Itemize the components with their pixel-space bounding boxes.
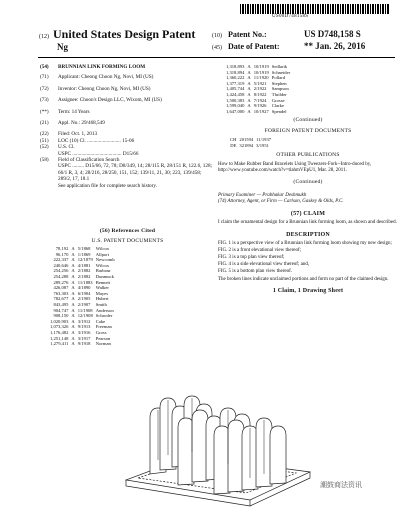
reference-cell: Spendel [271, 108, 287, 114]
reference-cell: 782,677 [53, 296, 69, 302]
field-code: (71) [40, 74, 49, 81]
reference-cell: 12/1908 [77, 313, 93, 319]
reference-cell: 1,318,894 [226, 69, 245, 75]
other-publications-text: How to Make Rubber Band Bracelets Using Tweezers-Fork--Intro-duced by, http://www.youtube.com/watch?v=tlahmVEpU1, Mar. 28, 2011. [218, 161, 372, 173]
classification-search-uspc: USPC ......... D15/66, 72, 78; D8/349, 14; 28/115 R, 28/151 R, 122.6, 128; 66/1 R, 3, 4; 28/216, 28/250, 151, 152; 139/11, 21, 30; 223, 139/458; 289/2, 17, 18.1 [58, 163, 213, 183]
reference-cell: Allport [95, 251, 110, 257]
reference-cell: 6/1904 [77, 290, 91, 296]
us-patent-docs-continued-table [226, 64, 293, 114]
term-field [40, 109, 215, 115]
references-title [40, 228, 215, 234]
reference-cell: 1/1869 [77, 251, 91, 257]
field-code: (58) [40, 157, 49, 164]
inventor-short-name: Ng [57, 42, 68, 52]
reference-cell: 2/1905 [77, 296, 91, 302]
field-text: Term: 14 Years [58, 108, 90, 115]
field-text: BRUNNIAN LINK FORMING LOOM [58, 64, 146, 70]
assignee-field [40, 97, 215, 103]
header-divider [38, 57, 395, 58]
reference-cell: 11/1920 [253, 75, 269, 81]
reference-cell: A [71, 318, 75, 324]
reference-cell: Clarke [271, 103, 285, 109]
reference-cell: Smith [95, 301, 107, 307]
reference-cell: 78,192 [55, 246, 69, 251]
reference-cell: Walker [95, 285, 109, 291]
reference-cell: 254,288 [53, 273, 69, 279]
reference-cell: 2/1882 [77, 273, 91, 279]
reference-cell: 321894 [239, 142, 254, 148]
continued-note-1: (Continued) [293, 117, 323, 124]
loom-illustration [126, 396, 310, 506]
reference-cell: 289,276 [53, 279, 69, 285]
patent-type-title: United States Design Patent [53, 27, 196, 41]
reference-cell: CH [230, 137, 237, 143]
description-line: The broken lines indicate unclaimed portions and form no part of the claimed design. [218, 276, 389, 282]
reference-cell: 201594 [239, 137, 254, 143]
reference-cell: Mayes [95, 290, 109, 296]
patent-number-label: Patent No.: [228, 30, 267, 39]
reference-cell: 2/1882 [77, 268, 91, 274]
reference-cell: 7/1924 [253, 97, 267, 103]
reference-cell: 1,424,458 [226, 91, 245, 97]
reference-row [230, 143, 274, 149]
claim-title [218, 211, 398, 217]
field-code: (56) [99, 228, 110, 234]
inventor-field [40, 86, 215, 92]
field-text: Appl. No.: 29/468,549 [58, 120, 105, 127]
reference-cell: 9/1913 [77, 324, 91, 330]
reference-row [226, 64, 293, 70]
reference-cell: A [71, 262, 75, 268]
reference-cell: A [71, 279, 75, 285]
patent-type-line [39, 27, 195, 42]
field-code: (21) [40, 120, 49, 127]
reference-cell: A [71, 251, 75, 257]
reference-cell: A [71, 285, 75, 291]
reference-cell: 3/1917 [77, 335, 91, 341]
reference-cell: A [71, 313, 75, 319]
reference-cell: 12/1879 [77, 257, 93, 263]
reference-cell: 4/1890 [77, 285, 91, 291]
reference-cell: 1,279,411 [50, 341, 69, 347]
description-line: FIG. 2 is a front elevational view thereof; [218, 247, 302, 253]
continued-note-2: (Continued) [293, 178, 323, 185]
us-patent-docs-table [50, 246, 118, 347]
field-code: (**) [40, 108, 49, 115]
search-history-note: See application file for complete search history. [58, 182, 157, 189]
reference-cell: 1,377,319 [226, 80, 245, 86]
reference-cell: Anderson [95, 307, 114, 313]
reference-cell: A [247, 108, 251, 114]
field-code: (52) [40, 144, 49, 151]
reference-cell: 904,747 [53, 307, 69, 313]
reference-cell: 3/1951 [256, 142, 269, 148]
reference-cell: A [71, 246, 75, 251]
reference-row [50, 285, 118, 291]
field-code: (73) [40, 97, 49, 104]
reference-cell: Hubert [95, 296, 109, 302]
reference-row [50, 257, 118, 263]
field-code: (12) [39, 34, 49, 40]
field-text: USPC ...................................... D15/66 [58, 150, 139, 157]
references-cited [40, 228, 215, 347]
reference-cell: 763,303 [53, 290, 69, 296]
reference-row [50, 341, 118, 347]
reference-cell: Pearson [95, 335, 111, 341]
reference-cell: Sedlarik [271, 64, 288, 69]
reference-cell: 3/1916 [77, 329, 91, 335]
reference-cell: Gross [95, 329, 107, 335]
reference-cell: A [71, 273, 75, 279]
reference-cell: 9/1918 [77, 341, 91, 347]
claim-title-text: CLAIM [303, 211, 326, 218]
reference-row [50, 313, 118, 319]
reference-cell: 5/1868 [77, 246, 91, 251]
barcode-number: US00D748158S [272, 14, 309, 19]
reference-cell: A [71, 341, 75, 347]
reference-cell: A [247, 86, 251, 92]
reference-cell: Freeman [95, 324, 112, 330]
reference-cell: A [71, 329, 75, 335]
reference-cell: 1,647,000 [226, 108, 245, 114]
reference-cell: A [247, 97, 251, 103]
reference-row [50, 274, 118, 280]
reference-cell: 4/1881 [77, 262, 91, 268]
patent-date-row [212, 41, 365, 53]
other-publications-title: OTHER PUBLICATIONS [276, 151, 340, 158]
reference-cell: A [247, 75, 251, 81]
reference-cell: DE [230, 142, 237, 148]
bibliographic-fields [40, 64, 215, 189]
description-line: FIG. 4 is a side elevational view thereof; and, [218, 262, 310, 268]
reference-row [226, 109, 293, 115]
reference-cell: 222,337 [53, 257, 69, 263]
reference-cell: 1,500,383 [226, 97, 245, 103]
reference-cell: A [247, 91, 251, 97]
reference-cell: A [71, 301, 75, 307]
reference-cell: A [71, 307, 75, 313]
foreign-docs-table [230, 137, 274, 148]
reference-cell: Schroder [95, 313, 113, 319]
field-text: U.S. Cl. [58, 144, 75, 151]
field-text: Assignee: Choon's Design LLC, Wixom, MI (US) [58, 97, 162, 104]
reference-cell: A [71, 268, 75, 274]
description-line: FIG. 1 is a perspective view of a Brunnian link forming loom showing my new design; [218, 240, 392, 246]
reference-cell: 96,170 [55, 251, 69, 257]
patent-header-left [39, 27, 195, 52]
references-title-text: References Cited [111, 228, 156, 234]
reference-cell: 843,495 [53, 301, 69, 307]
appl-no-field [40, 120, 215, 126]
attorney-agent: (74) Attorney, Agent, or Firm — Carlson, Gaskey & Olds, P.C. [218, 199, 344, 205]
reference-cell: 1,599,040 [226, 103, 245, 109]
patent-date-label: Date of Patent: [228, 42, 280, 51]
reference-cell: 10/1927 [253, 108, 269, 114]
field-code: (45) [212, 45, 222, 51]
reference-cell: Thrilder [271, 91, 287, 97]
right-column [218, 64, 398, 294]
field-code: (72) [40, 85, 49, 92]
field-text: Filed: Oct. 1, 2013 [58, 131, 98, 138]
reference-cell: Grosse [271, 97, 285, 103]
reference-cell: Norman [95, 341, 111, 347]
field-code: (10) [212, 33, 222, 39]
title-field [40, 64, 215, 70]
reference-cell: A [71, 324, 75, 330]
reference-cell: 5/1921 [253, 80, 267, 86]
reference-cell: 10/1919 [253, 69, 269, 75]
reference-cell: 9/1926 [253, 103, 267, 109]
reference-cell: 2/1922 [253, 86, 267, 92]
description-line: FIG. 5 is a bottom plan view thereof. [218, 269, 293, 275]
reference-cell: 1,073,326 [50, 324, 69, 330]
primary-examiner: Primary Examiner — Prabhakar Deshmukh [218, 192, 307, 198]
reference-cell: A [247, 69, 251, 75]
claim-text: I claim the ornamental design for a Brunnian link forming loom, as shown and described. [218, 220, 397, 226]
reference-row [50, 246, 118, 252]
reference-cell: 1,405,744 [226, 86, 245, 92]
reference-cell: 240,646 [53, 262, 69, 268]
reference-cell: 1,176,482 [50, 329, 69, 335]
field-code: (57) [290, 211, 302, 218]
reference-cell: A [247, 64, 251, 69]
reference-cell: Barbour [95, 268, 111, 274]
loom-drawing [120, 360, 320, 510]
description-title: DESCRIPTION [286, 231, 330, 238]
reference-cell: 426,087 [53, 285, 69, 291]
reference-cell: Bennett [95, 279, 111, 285]
foreign-docs-title: FOREIGN PATENT DOCUMENTS [264, 128, 352, 135]
patent-number-value: US D748,158 S [304, 29, 361, 39]
patent-date-value: ** Jan. 26, 2016 [304, 41, 366, 51]
reference-cell: 1,251,148 [50, 335, 69, 341]
reference-cell: 1,318,893 [226, 64, 245, 69]
reference-cell: A [247, 80, 251, 86]
field-code: (22) [40, 131, 49, 138]
reference-row [226, 75, 293, 81]
reference-row [226, 92, 293, 98]
reference-cell: 254,256 [53, 268, 69, 274]
field-code: (51) [40, 137, 49, 144]
reference-cell: 3/1912 [77, 318, 91, 324]
field-text: LOC (10) Cl. .......................... 15-06 [58, 137, 135, 144]
reference-cell: Schneider [271, 69, 291, 75]
applicant-field [40, 74, 215, 80]
reference-cell: Cake [95, 318, 106, 324]
field-text: Inventor: Cheong Choon Ng, Novi, MI (US) [58, 85, 151, 92]
patent-number-row [212, 29, 365, 41]
reference-cell: 908,150 [53, 313, 69, 319]
reference-cell: A [71, 257, 75, 263]
field-text: Field of Classification Search [58, 157, 120, 164]
barcode [240, 4, 390, 14]
reference-cell: A [71, 290, 75, 296]
reference-cell: A [247, 103, 251, 109]
us-patent-docs-title: U.S. PATENT DOCUMENTS [91, 238, 164, 244]
reference-cell: A [71, 335, 75, 341]
reference-cell: 11/1937 [256, 137, 272, 143]
reference-cell: 2/1907 [77, 301, 91, 307]
field-text: Applicant: Cheong Choon Ng, Novi, MI (US) [58, 74, 154, 81]
reference-cell: 10/1919 [253, 64, 269, 69]
reference-cell: 1,360,222 [226, 75, 245, 81]
reference-cell: Wilcox [95, 246, 110, 251]
reference-cell: 8/1922 [253, 91, 267, 97]
reference-cell: 1,020,903 [50, 318, 69, 324]
reference-row [226, 103, 293, 109]
patent-header-right [212, 29, 365, 53]
drawing-sheet-note: 1 Claim, 1 Drawing Sheet [272, 287, 344, 294]
reference-cell: 11/1883 [77, 279, 93, 285]
reference-cell: Pollard [271, 75, 286, 81]
watermark-text: 潮鼓商法资讯 [320, 481, 362, 489]
description-lines [218, 241, 398, 283]
description-line: FIG. 3 is a top plan view thereof; [218, 254, 285, 260]
reference-cell: Stephen [271, 80, 287, 86]
field-code: (54) [40, 64, 49, 70]
reference-cell: A [71, 296, 75, 302]
reference-cell: Wilcox [95, 262, 110, 268]
reference-cell: Sampson [271, 86, 289, 92]
reference-cell: 11/1908 [77, 307, 93, 313]
reference-cell: Dunmuck [95, 273, 114, 279]
reference-cell: Newcomb [95, 257, 115, 263]
